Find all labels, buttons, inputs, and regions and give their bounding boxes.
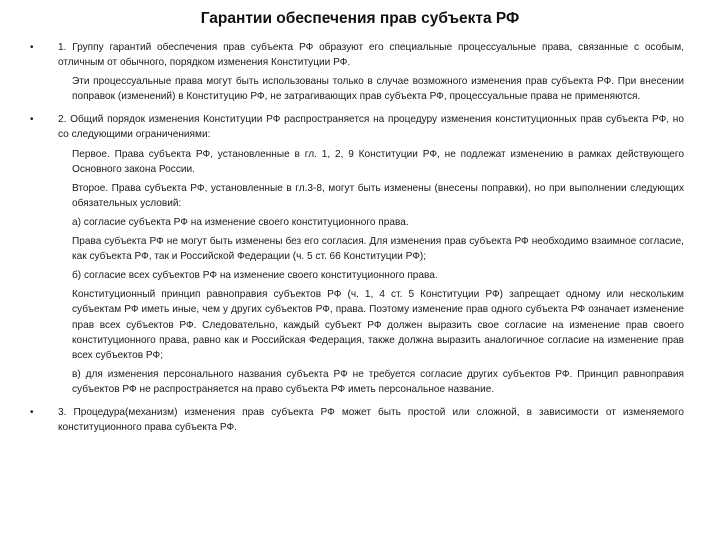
sub-paragraph: Второе. Права субъекта РФ, установленные в гл.3-8, могут быть изменены (внесены поправки), но при выполнении следующих обязательных условий: (72, 182, 684, 209)
slide-title: Гарантии обеспечения прав субъекта РФ (200, 10, 520, 27)
bullet-item-3 (22, 405, 684, 435)
sub-paragraph: б) согласие всех субъектов РФ на изменение своего конституционного права. (72, 270, 438, 282)
bullet-dot-icon: • (30, 406, 34, 418)
bullet-item-1 (22, 40, 684, 70)
bullet-dot-icon: • (30, 42, 34, 53)
sub-paragraph: в) для изменения персонального названия субъекта РФ не требуется согласие других субъектов РФ. Принцип равноправия субъектов РФ не распространяется на право субъекта РФ иметь персональное название. (72, 368, 684, 395)
sub-paragraph: Конституционный принцип равноправия субъектов РФ (ч. 1, 4 ст. 5 Конституции РФ) запрещает одному или нескольким субъектам РФ иметь иные, чем у других субъектов РФ, права. Поэтому изменение прав одного субъекта РФ означает изменение прав всех субъектов РФ. Следовательно, каждый субъект РФ должен выразить свое согласие на изменение прав своего конституционного права, равно как и Российская Федерация, также должна выразить аналогичное согласие на изменение прав всех субъектов РФ; (72, 289, 684, 361)
sub-paragraph: Права субъекта РФ не могут быть изменены без его согласия. Для изменения прав субъекта РФ необходимо взаимное согласие, как субъекта РФ, так и Российской Федерации (ч. 5 ст. 66 Конституции РФ); (72, 236, 684, 263)
bullet-text-1: 1. Группу гарантий обеспечения прав субъекта РФ образуют его специальные процессуальные права, связанные с особым, отличным от обычного, порядком изменения Конституции РФ. (58, 42, 684, 69)
bullet-dot-icon: • (30, 114, 34, 126)
sub-paragraph: Первое. Права субъекта РФ, установленные в гл. 1, 2, 9 Конституции РФ, не подлежат изменению в рамках действующего Основного закона России. (72, 148, 684, 175)
slide-body (22, 40, 684, 439)
sub-paragraph: а) согласие субъекта РФ на изменение своего конституционного права. (72, 216, 409, 228)
sub-paragraph: Эти процессуальные права могут быть использованы только в случае возможного изменения прав субъекта РФ. При внесении поправок (изменений) в Конституцию РФ, не затрагивающих прав субъекта РФ, процессуальные права не применяются. (72, 76, 684, 103)
bullet-text-2: 2. Общий порядок изменения Конституции РФ распространяется на процедуру изменения конституционных прав субъекта РФ, но со следующими ограничениями: (58, 114, 684, 141)
bullet-item-2 (22, 112, 684, 142)
bullet-text-3: 3. Процедура(механизм) изменения прав субъекта РФ может быть простой или сложной, в зависимости от изменяемого конституционного права субъекта РФ. (58, 406, 684, 434)
